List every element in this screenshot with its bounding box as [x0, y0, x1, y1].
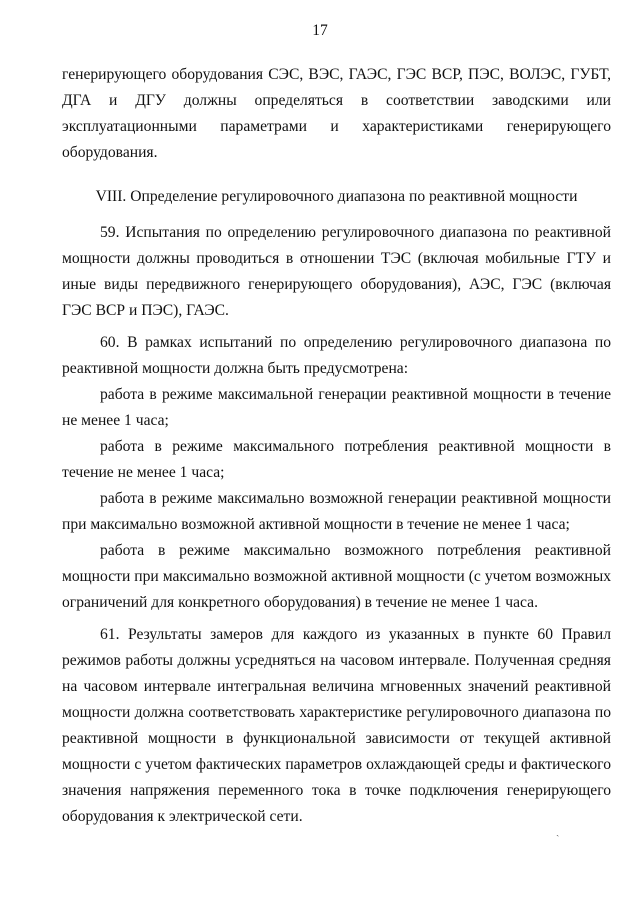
intro-paragraph: генерирующего оборудования СЭС, ВЭС, ГАЭС, ГЭС ВСР, ПЭС, ВОЛЭС, ГУБТ, ДГА и ДГУ должны определяться в соответствии заводскими или эксплуатационными параметрами и характеристиками генерирующего оборудования. — [62, 66, 611, 161]
list-item-max-consumption: работа в режиме максимального потребления реактивной мощности в течение не менее 1 часа; — [62, 438, 611, 481]
document-body — [62, 62, 611, 830]
list-item-max-generation-at-max-active: работа в режиме максимально возможной генерации реактивной мощности при максимально возможной активной мощности в течение не менее 1 часа; — [62, 490, 611, 533]
stray-mark: ˎ — [556, 826, 560, 837]
paragraph-60: 60. В рамках испытаний по определению регулировочного диапазона по реактивной мощности должна быть предусмотрена: — [62, 334, 611, 377]
list-item-max-consumption-at-max-active: работа в режиме максимально возможного потребления реактивной мощности при максимально возможной активной мощности (с учетом возможных ограничений для конкретного оборудования) в течение не менее 1 часа. — [62, 542, 611, 611]
paragraph-61: 61. Результаты замеров для каждого из указанных в пункте 60 Правил режимов работы должны усредняться на часовом интервале. Полученная средняя на часовом интервале интегральная величина мгновенных значений реактивной мощности должна соответствовать характеристике регулировочного диапазона по реактивной мощности в функциональной зависимости от текущей активной мощности с учетом фактических параметров охлаждающей среды и фактического значения напряжения переменного тока в точке подключения генерирующего оборудования к электрической сети. — [62, 626, 611, 825]
list-item-max-generation: работа в режиме максимальной генерации реактивной мощности в течение не менее 1 часа; — [62, 386, 611, 429]
page-number: 17 — [312, 22, 328, 39]
section-heading: VIII. Определение регулировочного диапазона по реактивной мощности — [95, 188, 578, 205]
paragraph-59: 59. Испытания по определению регулировочного диапазона по реактивной мощности должны проводиться в отношении ТЭС (включая мобильные ГТУ и иные виды передвижного генерирующего оборудования), АЭС, ГЭС (включая ГЭС ВСР и ПЭС), ГАЭС. — [62, 224, 611, 319]
